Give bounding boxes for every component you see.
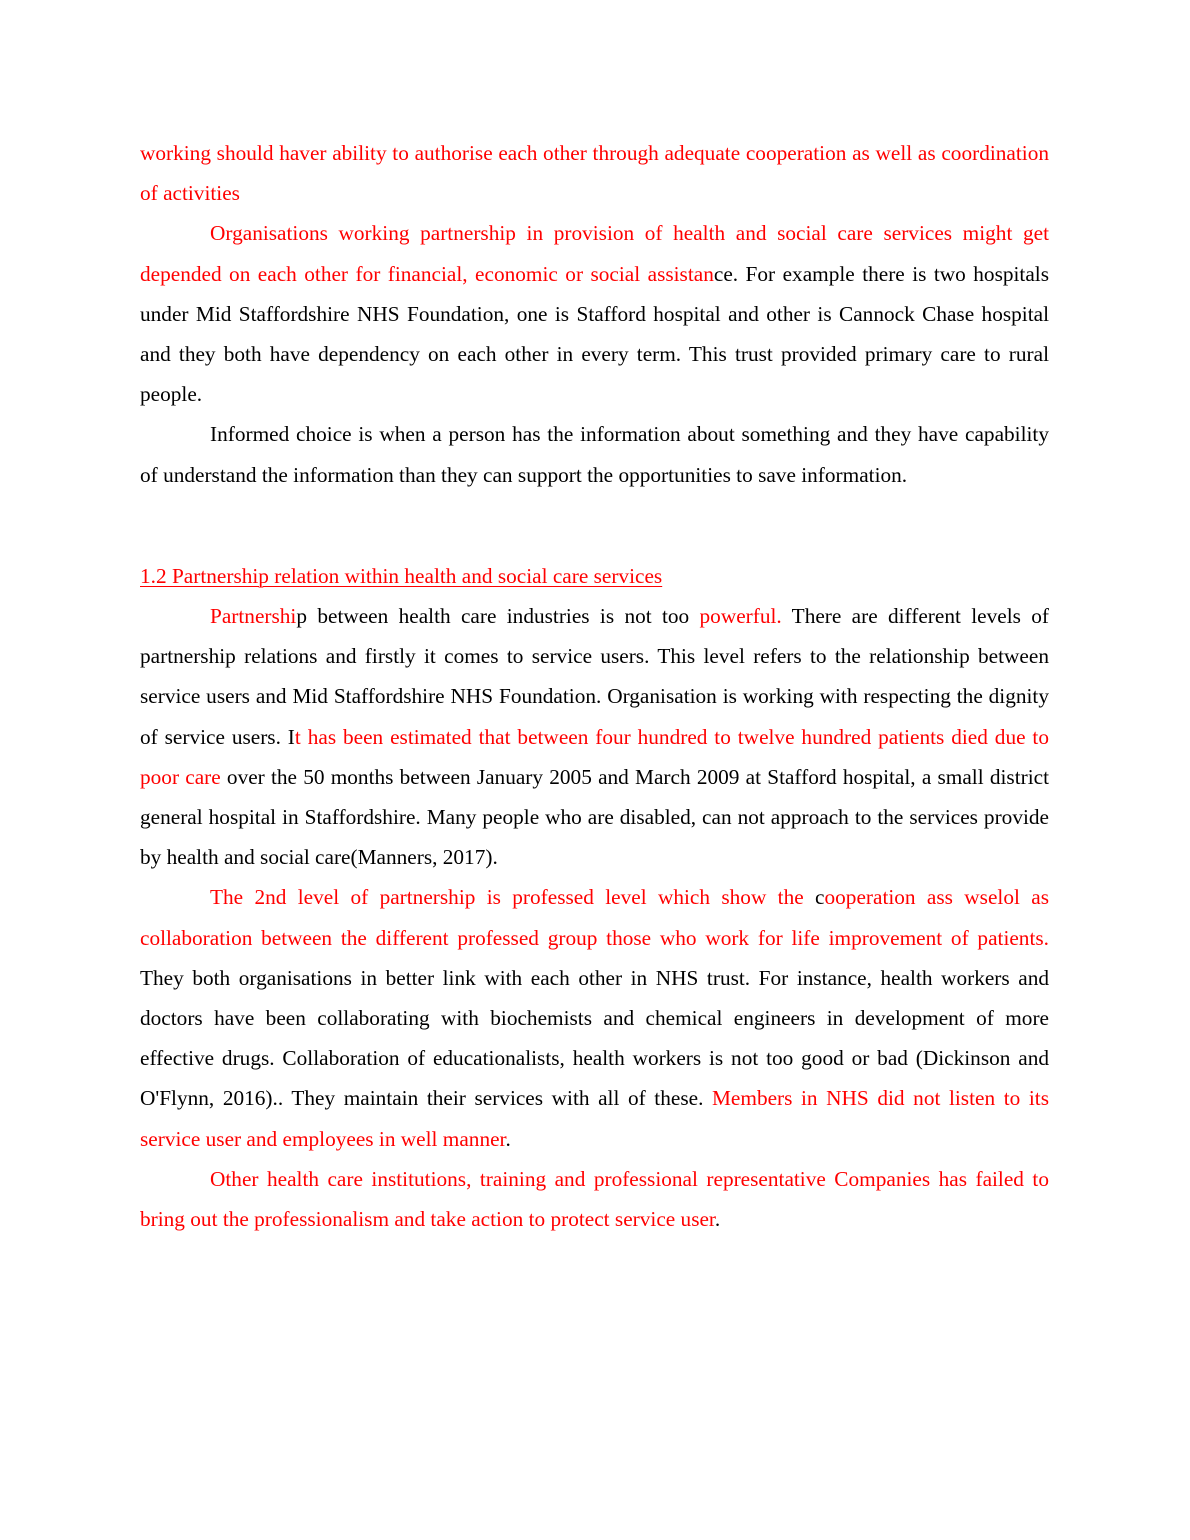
text-run: p between health care industries is not too	[296, 604, 700, 629]
paragraph-other-institutions	[140, 1159, 1049, 1239]
text-run: ooperation ass wselol as collaboration between the different professed group those who work for life improvement of patients.	[140, 885, 1049, 950]
text-run: c	[815, 885, 825, 910]
paragraph-professed-level	[140, 877, 1049, 1158]
text-run: Organisations working partnership in provision of health and social care services might get depended on each other for financial, economic or social assistan	[140, 221, 1049, 286]
paragraph-informed-choice	[140, 414, 1049, 494]
text-run: The 2nd level of partnership is professed level which show the	[210, 885, 816, 910]
text-run: There are different levels of partnership relations and firstly it comes to service users. This level refers to the relationship between service users and Mid Staffordshire NHS Foundation. Organisation is working with respecting the dignity of service users. I	[140, 604, 1049, 749]
text-run: ce. For example there is two hospitals under Mid Staffordshire NHS Foundation, one is Stafford hospital and other is Cannock Chase hospital and they both have dependency on each other in every term. This trust provided primary care to rural people.	[140, 261, 1049, 407]
spacer	[140, 495, 1049, 556]
text-run: .	[505, 1126, 511, 1151]
text-run: Other health care institutions, training and professional representative Companies has failed to bring out the professionalism and take action to protect service user	[140, 1166, 1049, 1232]
text-run: They both organisations in better link with each other in NHS trust. For instance, health workers and doctors have been collaborating with biochemists and chemical engineers in development of more effective drugs. Collaboration of educationalists, health workers is not too good or bad (Dickinson and O'Flynn, 2016).. They maintain their services with all of these.	[140, 965, 1049, 1111]
text-run: Partnershi	[210, 604, 297, 629]
paragraph-organisations-partnership	[140, 213, 1049, 414]
text-run: .	[714, 1207, 721, 1232]
document-page	[140, 133, 1049, 1239]
paragraph-partnership-levels	[140, 596, 1049, 877]
text-run: t has been estimated that between four hundred to twelve hundred patients died due to poor care	[140, 724, 1049, 789]
text-run: Informed choice is when a person has the information about something and they have capability of understand the information than they can support the opportunities to save information.	[140, 422, 1049, 487]
text-run: over the 50 months between January 2005 and March 2009 at Stafford hospital, a small district general hospital in Staffordshire. Many people who are disabled, can not approach to the services provide by health and social care(Manners, 2017).	[140, 764, 1049, 870]
text-run: Members in NHS did not listen to its service user and employees in well manner	[140, 1086, 1049, 1151]
text-run: powerful.	[699, 604, 782, 629]
paragraph-cooperation	[140, 133, 1049, 213]
text-run: working should haver ability to authorise each other through adequate cooperation as well as coordination of activities	[140, 141, 1049, 206]
section-heading: 1.2 Partnership relation within health and social care services	[140, 563, 663, 588]
